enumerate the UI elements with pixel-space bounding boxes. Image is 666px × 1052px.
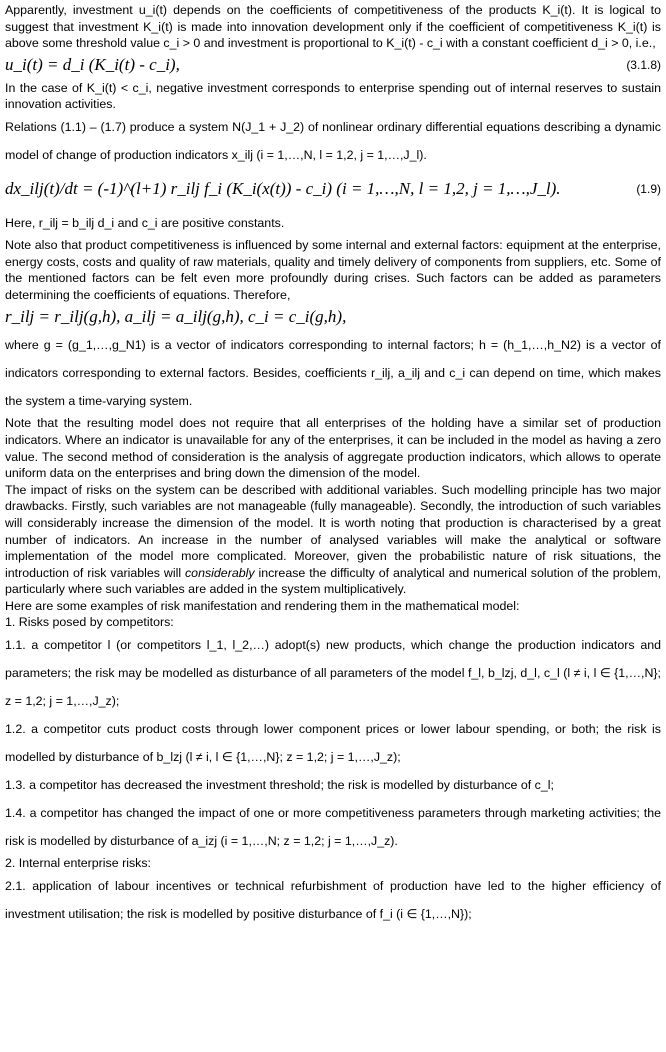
- paragraph-relations: [5, 113, 661, 169]
- list-item-1-1: [5, 631, 661, 715]
- equation-number: (1.9): [636, 181, 661, 196]
- list-item-1-2: [5, 715, 661, 771]
- list-item-text: 2.1. application of labour incentives or technical refurbishment of production have led to the higher efficiency of investment utilisation; the risk is modelled by positive disturbance of f_i (i ∈ {1,…,N});: [5, 878, 661, 921]
- list-item-1-4: [5, 799, 661, 855]
- paragraph-text: increase the difficulty of analytical and numerical solution of the problem, particularly where such variables are added in the system multiplicatively.: [5, 565, 661, 597]
- list-item-text: 1.4. a competitor has changed the impact of one or more competitiveness parameters through marketing activities; the risk is modelled by disturbance of a_izj (i = 1,…,N; z = 1,2; j = 1,…,J_z).: [5, 806, 661, 849]
- heading-text: 2. Internal enterprise risks:: [5, 856, 151, 871]
- list-item-2-1: [5, 872, 661, 928]
- paragraph-text: Relations (1.1) – (1.7) produce a system N(J_1 + J_2) of nonlinear ordinary differential equations describing a dynamic model of change of production indicators x_ilj (i = 1,…,N, l = 1,2, j = 1,…,J_l).: [5, 119, 661, 162]
- paragraph-indicator-vectors: [5, 331, 661, 415]
- paragraph-risk-impact: [5, 482, 661, 598]
- equation-1-9: [5, 169, 661, 209]
- paragraph-text: Here, r_ilj = b_ilj d_i and c_i are positive constants.: [5, 215, 285, 230]
- paragraph-text: Note that the resulting model does not require that all enterprises of the holding have a similar set of production indicators. Where an indicator is unavailable for any of the enterprises, it can be included in the model as having a zero value. The second method of consideration is the analysis of aggregate production indicators, which allows to operate uniform data on the enterprises and bring down the dimension of the model.: [5, 416, 661, 481]
- heading-internal-risks: [5, 855, 661, 872]
- paragraph-text: Here are some examples of risk manifestation and rendering them in the mathematical model:: [5, 598, 520, 613]
- paragraph-competitiveness-factors: [5, 237, 661, 303]
- list-item-text: 1.1. a competitor l (or competitors l_1, l_2,…) adopt(s) new products, which change the production indicators and parameters; the risk may be modelled as disturbance of all parameters of the model f_l, b_lzj, d_l, c_l (l ≠ i, l ∈ {1,…,N}; z = 1,2; j = 1,…,J_z);: [5, 638, 661, 709]
- paragraph-investment-intro: [5, 2, 661, 52]
- paragraph-text: Note also that product competitiveness is influenced by some internal and external factors: equipment at the enterprise, energy costs, costs and quality of raw materials, quality and timely delivery of components from suppliers, etc. Some of the mentioned factors can be felt even more profoundly during crises. Such factors can be added as parameters determining the coefficients of equations. Therefore,: [5, 237, 661, 302]
- paragraph-text: The impact of risks on the system can be described with additional variables. Such modelling principle has two major drawbacks. Firstly, such variables are not manageable (fully manageable). Secondly, the introduction of such variables will considerably increase the dimension of the model.: [5, 482, 661, 530]
- paragraph-constants: [5, 209, 661, 237]
- equation-number: (3.1.8): [626, 58, 661, 73]
- paragraph-text: In the case of K_i(t) < c_i, negative investment corresponds to enterprise spending out of internal reserves to sustain innovation activities.: [5, 80, 661, 112]
- heading-competitor-risks: [5, 614, 661, 631]
- list-item-text: 1.3. a competitor has decreased the investment threshold; the risk is modelled by disturbance of c_l;: [5, 778, 554, 793]
- paragraph-text: It is worth noting that production is characterised by a great number of indicators. An increase in the number of analysed variables will make the analytical or software implementation of the model more complicated. Moreover, given the probabilistic nature of risk situations, the introduction of risk variables will: [5, 515, 661, 580]
- equation-body: r_ilj = r_ilj(g,h), a_ilj = a_ilj(g,h), c_i = c_i(g,h),: [5, 307, 347, 327]
- equation-parameters: [5, 303, 661, 331]
- equation-3-1-8: [5, 52, 661, 80]
- paragraph-text: Apparently, investment u_i(t) depends on the coefficients of competitiveness of the products K_i(t). It is logical to suggest that investment K_i(t) is made into innovation development only if the coefficient of competitiveness K_i(t) is above some threshold value c_i > 0 and investment is proportional to K_i(t) - c_i with a constant coefficient d_i > 0, i.e.,: [5, 3, 661, 51]
- equation-body: u_i(t) = d_i (K_i(t) - c_i),: [5, 55, 180, 75]
- heading-text: 1. Risks posed by competitors:: [5, 615, 174, 630]
- paragraph-text: where g = (g_1,…,g_N1) is a vector of indicators corresponding to internal factors; h = (h_1,…,h_N2) is a vector of indicators corresponding to external factors. Besides, coefficients r_ilj, a_ilj and c_i can depend on time, which makes the system a time-varying system.: [5, 338, 661, 409]
- list-item-1-3: [5, 771, 661, 799]
- paragraph-model-note: [5, 415, 661, 481]
- list-item-text: 1.2. a competitor cuts product costs through lower component prices or lower labour spending, or both; the risk is modelled by disturbance of b_lzj (l ≠ i, l ∈ {1,…,N}; z = 1,2; j = 1,…,J_z);: [5, 722, 661, 765]
- equation-body: dx_ilj(t)/dt = (-1)^(l+1) r_ilj f_i (K_i(x(t)) - c_i) (i = 1,…,N, l = 1,2, j = 1,…,J_l).: [5, 178, 561, 198]
- emphasis-text: considerably: [184, 565, 255, 580]
- paragraph-negative-investment: [5, 80, 661, 113]
- paragraph-risk-examples: [5, 598, 661, 615]
